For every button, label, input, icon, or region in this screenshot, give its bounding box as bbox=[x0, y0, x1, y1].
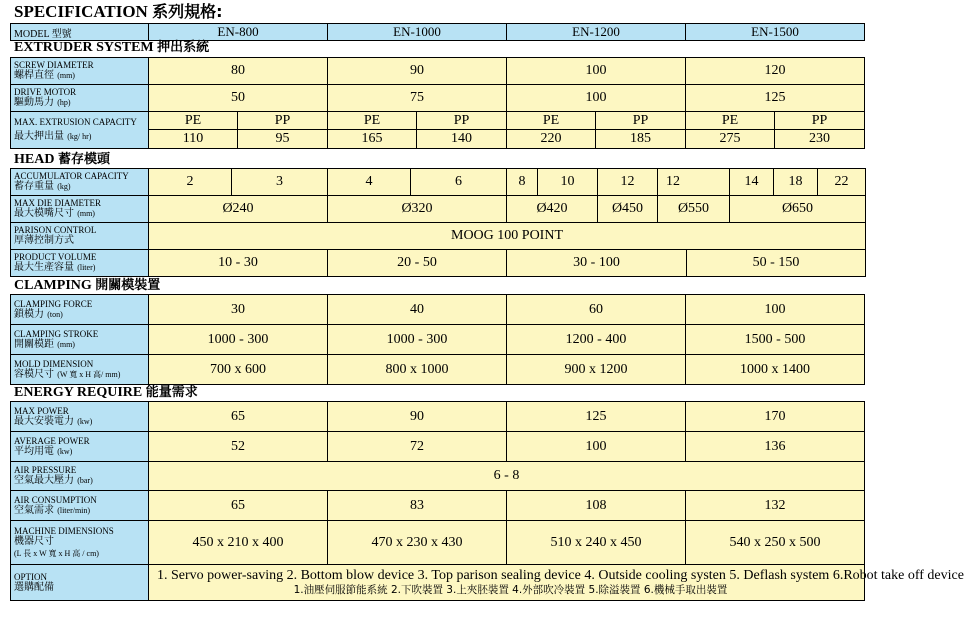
energy-table bbox=[10, 401, 964, 601]
value-cell: 120 bbox=[686, 58, 865, 85]
value-cell: 100 bbox=[507, 85, 686, 112]
value-cell: 4 bbox=[328, 169, 411, 196]
value-cell: 1200 - 400 bbox=[507, 325, 686, 355]
value-cell: 3 bbox=[232, 169, 328, 196]
row-label-air-pressure: AIR PRESSURE 空氣最大壓力 (bar) bbox=[11, 462, 149, 491]
value-cell: 170 bbox=[686, 402, 865, 432]
value-cell: 52 bbox=[149, 432, 328, 462]
value-cell: 100 bbox=[507, 432, 686, 462]
value-cell: 12 bbox=[658, 169, 730, 196]
value-cell: Ø550 bbox=[658, 196, 730, 223]
value-cell: 12 bbox=[598, 169, 658, 196]
material-cell: PE bbox=[149, 112, 238, 130]
value-cell: 75 bbox=[328, 85, 507, 112]
value-cell: 140 bbox=[417, 130, 507, 149]
value-cell: 125 bbox=[507, 402, 686, 432]
row-label-mold: MOLD DIMENSION 容模尺寸 (W 寬 x H 高/ mm) bbox=[11, 355, 149, 385]
row-label-motor: DRIVE MOTOR 驅動馬力 (hp) bbox=[11, 85, 149, 112]
value-cell: Ø650 bbox=[730, 196, 866, 223]
value-cell: 1000 x 1400 bbox=[686, 355, 865, 385]
material-cell: PE bbox=[686, 112, 775, 130]
value-cell: 14 bbox=[730, 169, 774, 196]
value-cell: 83 bbox=[328, 491, 507, 521]
value-cell: 6 - 8 bbox=[149, 462, 865, 491]
value-cell: 100 bbox=[507, 58, 686, 85]
page-title bbox=[14, 1, 222, 23]
value-cell: 2 bbox=[149, 169, 232, 196]
value-cell: 50 bbox=[149, 85, 328, 112]
material-cell: PP bbox=[238, 112, 328, 130]
value-cell: Ø450 bbox=[598, 196, 658, 223]
value-cell: 800 x 1000 bbox=[328, 355, 507, 385]
clamping-table bbox=[10, 294, 865, 385]
value-cell: 1000 - 300 bbox=[328, 325, 507, 355]
value-cell: 220 bbox=[507, 130, 596, 149]
value-cell: 90 bbox=[328, 402, 507, 432]
value-cell: 470 x 230 x 430 bbox=[328, 521, 507, 565]
value-cell: 22 bbox=[818, 169, 866, 196]
value-cell: 90 bbox=[328, 58, 507, 85]
material-cell: PP bbox=[596, 112, 686, 130]
row-label-screw: SCREW DIAMETER 螺桿直徑 (mm) bbox=[11, 58, 149, 85]
value-cell: 450 x 210 x 400 bbox=[149, 521, 328, 565]
value-cell: 108 bbox=[507, 491, 686, 521]
value-cell: 6 bbox=[411, 169, 507, 196]
model-cell: EN-1500 bbox=[686, 24, 865, 41]
material-cell: PE bbox=[328, 112, 417, 130]
value-cell: 72 bbox=[328, 432, 507, 462]
value-cell: 10 - 30 bbox=[149, 250, 328, 277]
model-cell: EN-800 bbox=[149, 24, 328, 41]
value-cell: 18 bbox=[774, 169, 818, 196]
material-cell: PE bbox=[507, 112, 596, 130]
value-cell: 1500 - 500 bbox=[686, 325, 865, 355]
value-cell: Ø320 bbox=[328, 196, 507, 223]
section-heading-energy: ENERGY REQUIRE 能量需求 bbox=[14, 385, 198, 400]
material-cell: PP bbox=[417, 112, 507, 130]
material-cell: PP bbox=[775, 112, 865, 130]
option-cell bbox=[149, 565, 964, 601]
value-cell: 50 - 150 bbox=[687, 250, 866, 277]
model-label: MODEL 型號 bbox=[11, 24, 149, 41]
value-cell: 165 bbox=[328, 130, 417, 149]
title-en: SPECIFICATION bbox=[14, 2, 148, 21]
row-label-machine-dim: MACHINE DIMENSIONS 機器尺寸 (L 長 x W 寬 x H 高 / cm) bbox=[11, 521, 149, 565]
section-heading-head: HEAD 蓄存模頭 bbox=[14, 152, 110, 167]
value-cell: 30 - 100 bbox=[507, 250, 687, 277]
section-heading-extruder: EXTRUDER SYSTEM 押出系統 bbox=[14, 40, 210, 55]
value-cell: 1000 - 300 bbox=[149, 325, 328, 355]
value-cell: 125 bbox=[686, 85, 865, 112]
value-cell: 275 bbox=[686, 130, 775, 149]
row-label-air-consumption: AIR CONSUMPTION 空氣需求 (liter/min) bbox=[11, 491, 149, 521]
option-line-zh: 1.油壓伺服節能系統 2.下吹裝置 3.上夾胚裝置 4.外部吹冷裝置 5.除溢裝置 6.機械手取出裝置 bbox=[293, 583, 728, 596]
value-cell: Ø240 bbox=[149, 196, 328, 223]
model-cell: EN-1000 bbox=[328, 24, 507, 41]
value-cell: 132 bbox=[686, 491, 865, 521]
value-cell: 510 x 240 x 450 bbox=[507, 521, 686, 565]
section-heading-clamping: CLAMPING 開關模裝置 bbox=[14, 278, 161, 293]
row-label-accumulator: ACCUMULATOR CAPACITY 蓄存重量 (kg) bbox=[11, 169, 149, 196]
value-cell: 80 bbox=[149, 58, 328, 85]
value-cell: Ø420 bbox=[507, 196, 598, 223]
value-cell: 20 - 50 bbox=[328, 250, 507, 277]
row-label-parison: PARISON CONTROL 厚薄控制方式 bbox=[11, 223, 149, 250]
row-label-volume: PRODUCT VOLUME 最大生產容量 (liter) bbox=[11, 250, 149, 277]
extruder-table bbox=[10, 57, 865, 149]
value-cell: 900 x 1200 bbox=[507, 355, 686, 385]
value-cell: 230 bbox=[775, 130, 865, 149]
row-label-option: OPTION 選購配備 bbox=[11, 565, 149, 601]
value-cell: MOOG 100 POINT bbox=[149, 223, 866, 250]
value-cell: 185 bbox=[596, 130, 686, 149]
row-label-stroke: CLAMPING STROKE 開關模距 (mm) bbox=[11, 325, 149, 355]
title-zh: 系列規格: bbox=[152, 2, 223, 21]
value-cell: 136 bbox=[686, 432, 865, 462]
value-cell: 10 bbox=[538, 169, 598, 196]
value-cell: 60 bbox=[507, 295, 686, 325]
option-line-en: 1. Servo power-saving 2. Bottom blow device 3. Top parison sealing device 4. Outside cooling systen 5. Deflash system 6.Robot take off device bbox=[157, 567, 964, 583]
value-cell: 65 bbox=[149, 491, 328, 521]
model-table bbox=[10, 23, 865, 41]
row-label-force: CLAMPING FORCE 鎖模力 (ton) bbox=[11, 295, 149, 325]
value-cell: 540 x 250 x 500 bbox=[686, 521, 865, 565]
value-cell: 8 bbox=[507, 169, 538, 196]
row-label-max-power: MAX POWER 最大安裝電力 (kw) bbox=[11, 402, 149, 432]
value-cell: 100 bbox=[686, 295, 865, 325]
row-label-capacity: MAX. EXTRUSION CAPACITY 最大押出量 (kg/ hr) bbox=[11, 112, 149, 149]
head-table bbox=[10, 168, 866, 277]
value-cell: 700 x 600 bbox=[149, 355, 328, 385]
value-cell: 95 bbox=[238, 130, 328, 149]
row-label-die: MAX DIE DIAMETER 最大模嘴尺寸 (mm) bbox=[11, 196, 149, 223]
model-cell: EN-1200 bbox=[507, 24, 686, 41]
row-label-avg-power: AVERAGE POWER 平均用電 (kw) bbox=[11, 432, 149, 462]
value-cell: 30 bbox=[149, 295, 328, 325]
value-cell: 40 bbox=[328, 295, 507, 325]
value-cell: 110 bbox=[149, 130, 238, 149]
value-cell: 65 bbox=[149, 402, 328, 432]
